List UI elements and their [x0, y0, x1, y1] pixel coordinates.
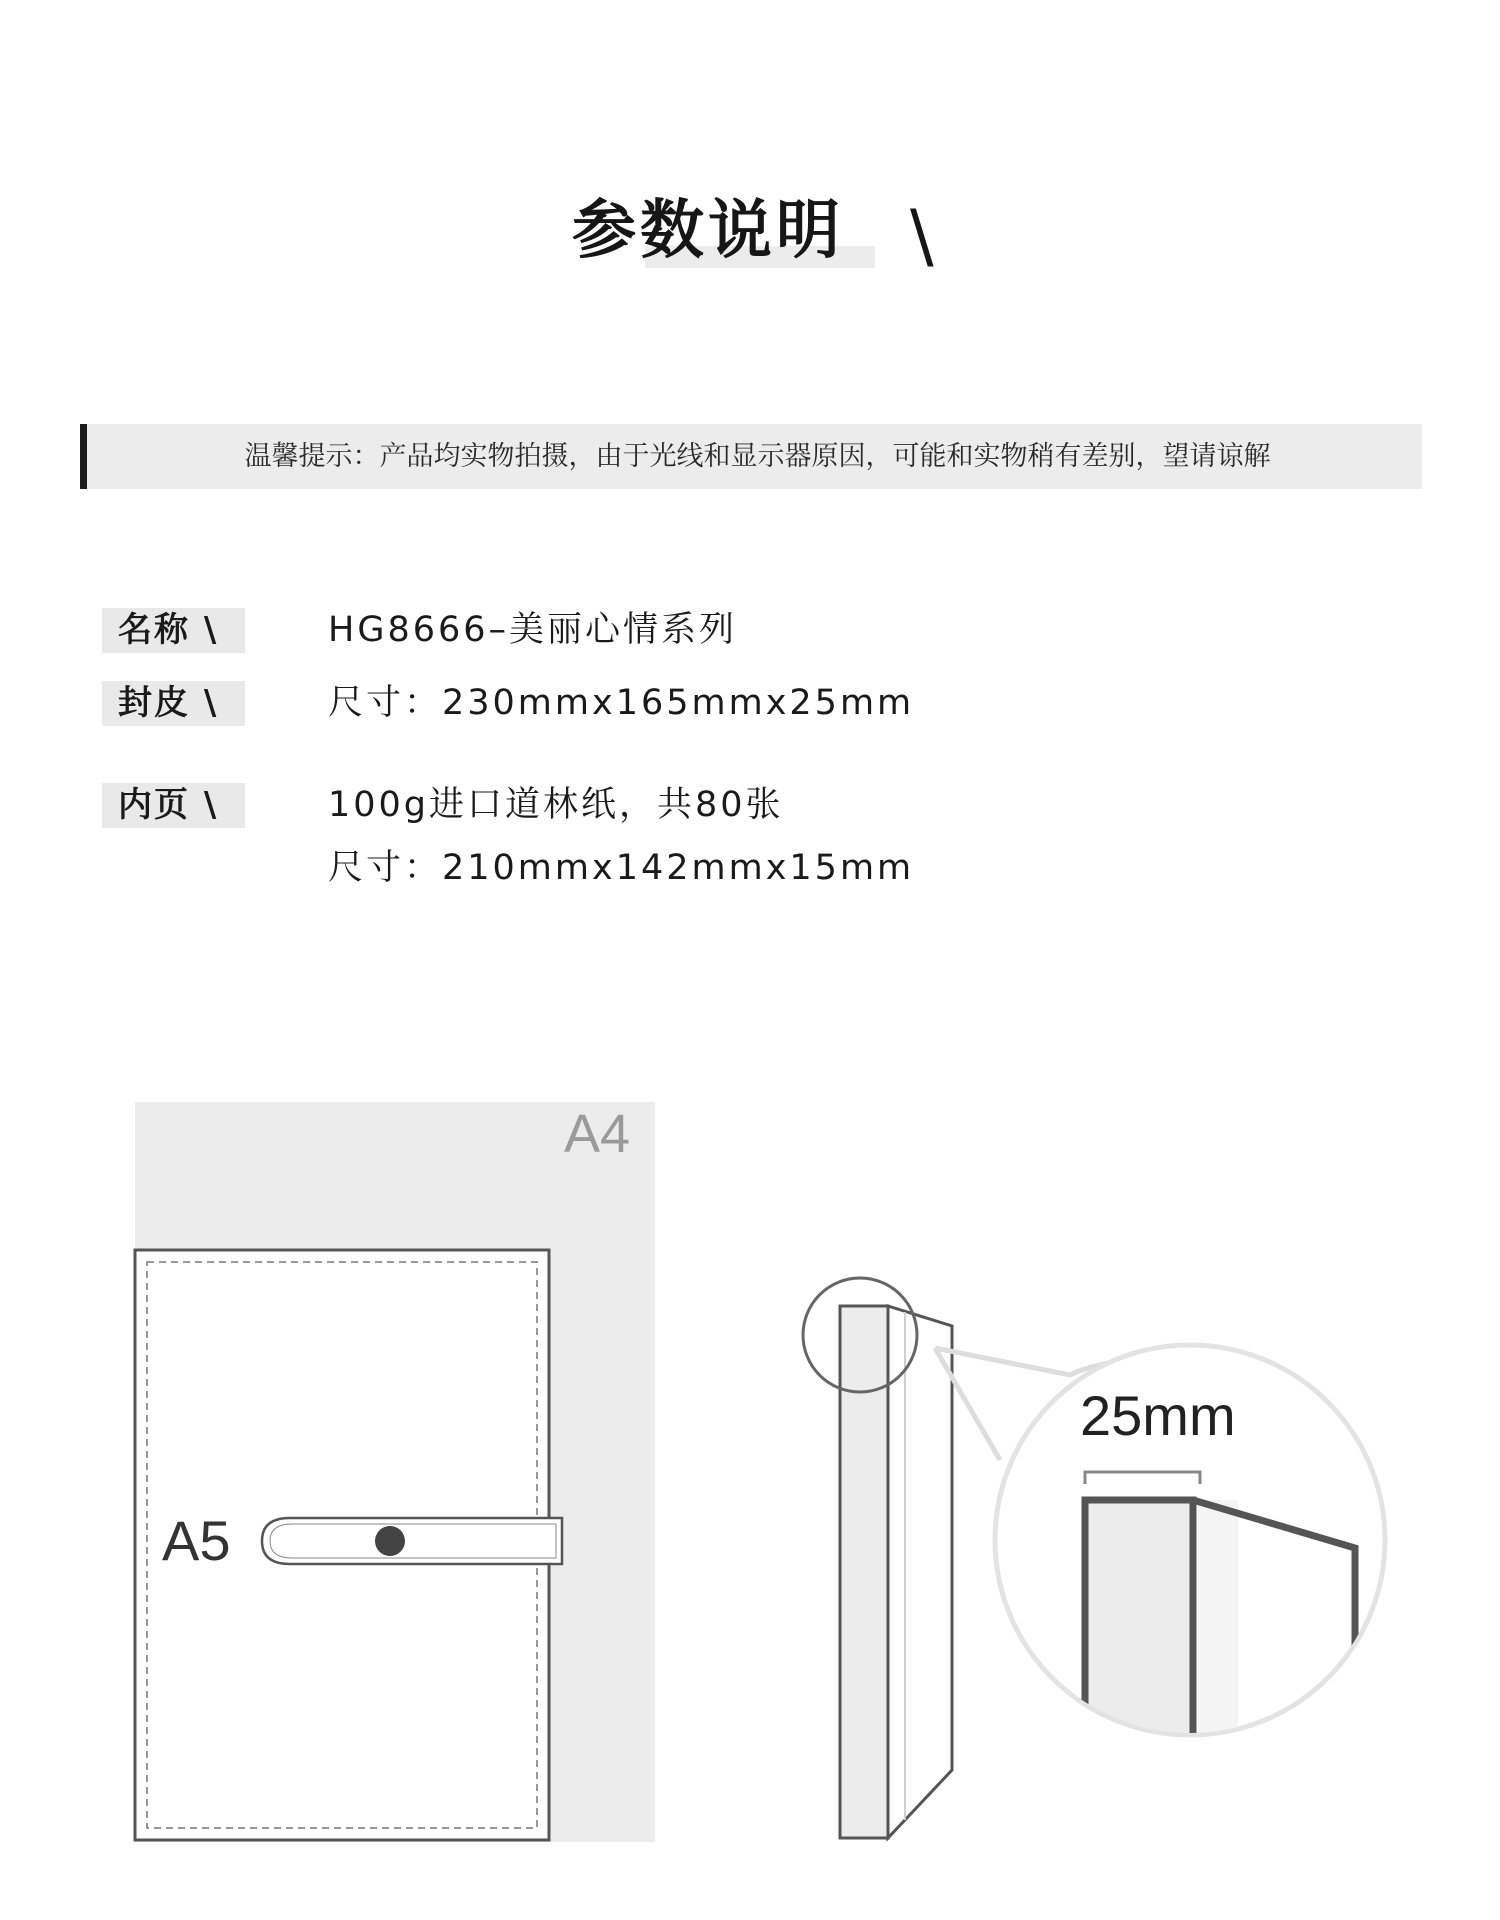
notebook-strap — [262, 1518, 562, 1564]
spec-label-cover: 封皮 \ — [102, 681, 245, 726]
spec-value-inner-paper: 100g进口道林纸，共80张 — [328, 785, 784, 825]
spec-label-inner-pages: 内页 \ — [102, 783, 245, 828]
thickness-label: 25mm — [1080, 1384, 1236, 1447]
a4-label: A4 — [563, 1104, 630, 1164]
notebook-side-pages — [888, 1306, 952, 1838]
spec-value-inner-size: 尺寸：210mmx142mmx15mm — [328, 848, 915, 888]
page-title: 参数说明 — [572, 194, 844, 268]
notice-text: 温馨提示：产品均实物拍摄，由于光线和显示器原因，可能和实物稍有差别，望请谅解 — [244, 441, 1271, 472]
notebook-side-spine — [840, 1306, 888, 1838]
a5-label: A5 — [162, 1509, 231, 1572]
notice-bar — [80, 424, 1422, 489]
magnified-page-fill — [1198, 1500, 1238, 1760]
notebook-size-illustration — [0, 1080, 1500, 1860]
spec-value-name: HG8666–美丽心情系列 — [328, 610, 738, 650]
spec-value-cover-size: 尺寸：230mmx165mmx25mm — [328, 683, 915, 723]
magnified-spine-fill — [1085, 1500, 1193, 1760]
spec-label-name: 名称 \ — [102, 608, 245, 653]
strap-snap-button — [375, 1526, 405, 1556]
title-slash-mark: \ — [910, 195, 934, 277]
